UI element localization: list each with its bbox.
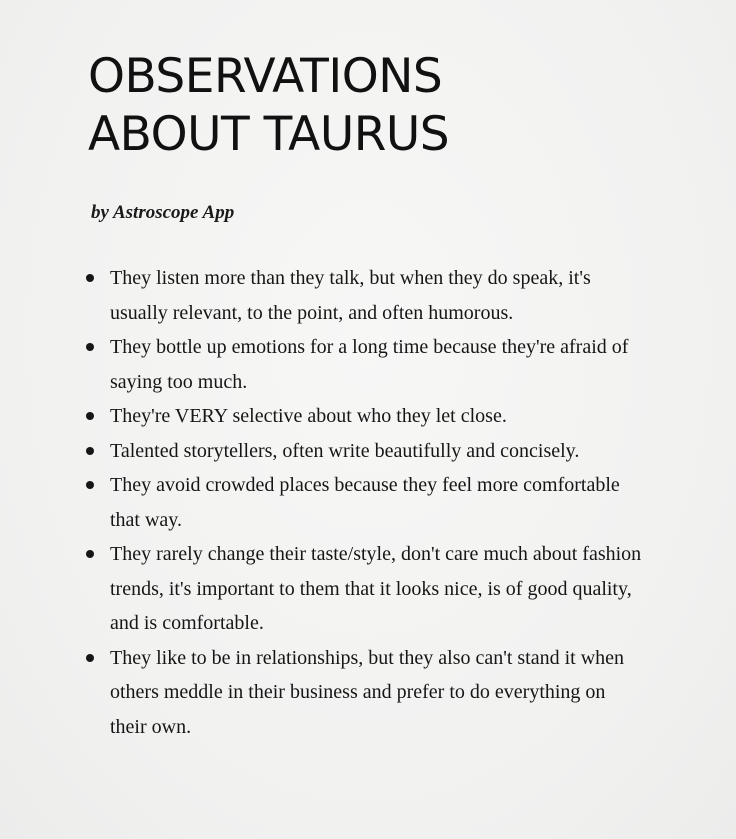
bullet-icon — [86, 412, 94, 420]
bullet-icon — [86, 654, 94, 662]
list-item-text: They're VERY selective about who they let close. — [110, 405, 507, 427]
list-item — [82, 330, 642, 399]
list-item-text: They rarely change their taste/style, don't care much about fashion trends, it's important to them that it looks nice, is of good quality, and is comfortable. — [110, 543, 642, 634]
title-line-1: OBSERVATIONS — [88, 49, 443, 104]
page-title — [88, 48, 688, 164]
bullet-icon — [86, 447, 94, 455]
bullet-icon — [86, 343, 94, 351]
list-item-text: Talented storytellers, often write beautifully and concisely. — [110, 439, 580, 462]
list-item — [82, 468, 642, 537]
bullet-icon — [86, 550, 94, 558]
list-item-text: They like to be in relationships, but they also can't stand it when others meddle in their business and prefer to do everything on their own. — [110, 646, 625, 738]
bullet-icon — [86, 274, 94, 282]
list-item-text: They bottle up emotions for a long time because they're afraid of saying too much. — [110, 336, 629, 393]
list-item — [82, 261, 642, 330]
bullet-icon — [86, 481, 94, 489]
list-item — [82, 399, 642, 434]
list-item — [82, 537, 642, 641]
byline: by Astroscope App — [91, 202, 235, 223]
list-item — [82, 641, 642, 745]
list-item-text: They avoid crowded places because they feel more comfortable that way. — [110, 474, 620, 531]
list-item-text: They listen more than they talk, but when they do speak, it's usually relevant, to the point, and often humorous. — [110, 267, 591, 324]
observations-list — [82, 261, 642, 744]
list-item — [82, 434, 642, 469]
title-line-2: ABOUT TAURUS — [88, 107, 450, 162]
